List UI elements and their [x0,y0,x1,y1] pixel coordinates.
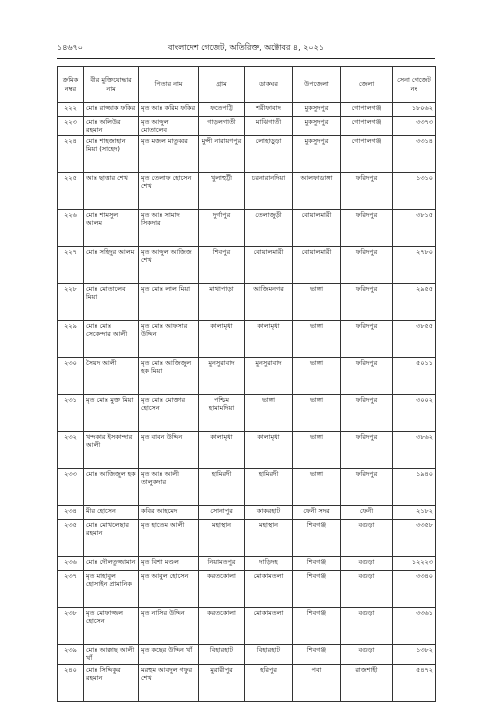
table-cell: ৫৪৭২ [393,664,436,701]
table-cell: ফরিদপুর [341,395,393,432]
table-cell: মৃত হাতেম আলী [139,520,199,557]
table-cell: ২২৫ [58,173,84,210]
table-cell: দুর্গাপুর [199,210,245,247]
table-cell: বিহারহাট [199,645,245,664]
table-cell: মৃত মজল মাতুব্বর [139,136,199,173]
table-cell: কালামৃধা [245,432,293,469]
table-cell: ফেনী [341,506,393,520]
page-header [57,41,435,55]
table-cell: বগুড়া [341,645,393,664]
table-cell: মৃত নাসির উদ্দিন [139,608,199,645]
table-cell: আলফাডাঙ্গা [293,173,341,210]
table-cell: ফরিদপুর [341,358,393,395]
table-cell: ২২৪ [58,136,84,173]
table-cell: ৩৮৫৫ [393,321,436,358]
table-cell: ২৩৫ [58,520,84,557]
table-cell: ৩৩৪০ [393,571,436,608]
table-cell: শিবগঞ্জ [293,557,341,571]
column-header: উপজেলা [293,67,341,103]
table-row [58,136,436,173]
table-cell: রাজশাহী [341,664,393,701]
table-cell: ভাঙ্গা [293,284,341,321]
table-row [58,645,436,664]
table-cell: ১৩৮২ [393,645,436,664]
table-row [58,321,436,358]
table-cell: মুন্সী নারায়ণপুর [199,136,245,173]
table-cell: গাড়লগাতী [199,117,245,136]
table-cell: ২৩৭ [58,571,84,608]
table-cell: ২১৮২ [393,506,436,520]
table-cell: বোয়ালমারী [293,210,341,247]
table-row [58,284,436,321]
table-cell: নিয়ামতপুর [199,557,245,571]
table-cell: ২২৮ [58,284,84,321]
column-header: ক্রমিক নম্বর [58,67,84,103]
table-cell: আঃ ছাত্তার শেখ [84,173,139,210]
table-cell: ১৯৪০ [393,469,436,506]
table-cell: মুকসুদপুর [293,103,341,117]
table-cell: ফেনী সদর [293,506,341,520]
table-row [58,210,436,247]
table-body [58,103,436,702]
table-cell: ২৩৮ [58,608,84,645]
table-cell: মোঃ আজিজুল হক [84,469,139,506]
table-cell: মৃত মোঃ মোক্তার হোসেন [139,395,199,432]
table-cell: লোহাড়ুড়া [245,136,293,173]
table-cell: মৃত বিশা মণ্ডল [139,557,199,571]
table-cell: শিবপুর [199,247,245,284]
table-cell: মোঃ সিদ্দিকুর রহমান [84,664,139,701]
table-cell: শিবগঞ্জ [293,520,341,557]
table-cell: শিবগঞ্জ [293,571,341,608]
table-cell: বোয়ালমারী [293,247,341,284]
column-header: বীর মুক্তিযোদ্ধার নাম [84,67,139,103]
table-cell: মৃত মোঃ আফসার উদ্দিন [139,321,199,358]
table-cell: ২৩৩ [58,469,84,506]
table-cell: মুকসুদপুর [293,117,341,136]
table-cell: ফরিদপুর [341,247,393,284]
table-row [58,469,436,506]
table-cell: ৩৮৬২ [393,432,436,469]
table-cell: ভাঙ্গা [293,358,341,395]
table-cell: মহাস্থান [245,520,293,557]
table-cell: গোপালগঞ্জ [341,117,393,136]
table-cell: মহাস্থান [199,520,245,557]
table-cell: মৃত আঃ করিম ফকির [139,103,199,117]
table-cell: মীর হোসেন [84,506,139,520]
freedom-fighter-table [57,66,436,702]
table-cell: মোকামতলা [245,608,293,645]
table-row [58,608,436,645]
table-cell: মৃত মোঃ লাল মিয়া [139,284,199,321]
table-cell: মুকসুদপুর [293,136,341,173]
table-row [58,520,436,557]
table-cell: হামিরদী [199,469,245,506]
table-cell: ২৩৯ [58,645,84,664]
table-cell: করতকোলা [199,571,245,608]
table-cell: ২৩৬ [58,557,84,571]
table-cell: কালামৃধা [199,432,245,469]
table-cell: মোঃ রাজ্জাক ফকির [84,103,139,117]
table-cell: ভাঙ্গা [293,395,341,432]
table-cell: মুনসুরাবাদ [245,358,293,395]
table-cell: ২২৭ [58,247,84,284]
table-cell: গোপালগঞ্জ [341,103,393,117]
table-cell: পবা [293,664,341,701]
table-cell: ২৭৮০ [393,247,436,284]
table-cell: ৩০০২ [393,395,436,432]
table-row [58,117,436,136]
table-cell: খন্দকার ইসকান্দার আলী [84,432,139,469]
table-cell: মোঃ শামসুল আলম [84,210,139,247]
table-cell: তেলাজুড়ী [245,210,293,247]
table-cell: ২৪০ [58,664,84,701]
table-cell: মৃত আব্দুল মোতালেব [139,117,199,136]
table-cell: মাথাপাড়া [199,284,245,321]
page-number: ১৪৬৭০ [57,43,83,52]
table-cell: ভাঙ্গা [245,395,293,432]
table-cell: ফরিদপুর [341,432,393,469]
table-cell: ১৮০৬২ [393,103,436,117]
table-cell: আজিমনগর [245,284,293,321]
column-header: পিতার নাম [139,67,199,103]
table-cell: মৃত মোঃ মুক্ত মিয়া [84,395,139,432]
table-row [58,432,436,469]
table-cell: হামিরদী [245,469,293,506]
table-cell: সোনাপুর [199,506,245,520]
table-row [58,358,436,395]
table-cell: মুরারীপুর [199,664,245,701]
table-row [58,173,436,210]
table-cell: মুনসুরাবাদ [199,358,245,395]
header-rule [57,58,435,59]
table-row [58,557,436,571]
table-cell: মৃত মোফাজ্জল হোসেন [84,608,139,645]
table-cell: ফরিদপুর [341,469,393,506]
table-cell: মৃত বাবন উদ্দিন [139,432,199,469]
table-cell: মৃত আঃ আলী তালুকদার [139,469,199,506]
table-cell: মোঃ আক্কাছ আলী খাঁ [84,645,139,664]
table-cell: ভাঙ্গা [293,469,341,506]
table-cell: ৩৩৬১ [393,608,436,645]
table-cell: ৫০১১ [393,358,436,395]
table-cell: ২২২ [58,103,84,117]
table-cell: ২২৬ [58,210,84,247]
table-cell: বগুড়া [341,608,393,645]
table-cell: কবির আহমেদ [139,506,199,520]
table-cell: হরিপুর [245,664,293,701]
table-cell: মোকামতলা [245,571,293,608]
column-header: সেনা গেজেট নং [393,67,436,103]
table-cell: শিবগঞ্জ [293,608,341,645]
column-header: জেলা [341,67,393,103]
table-row [58,506,436,520]
table-cell: ৩৮১৫ [393,210,436,247]
table-cell: বগুড়া [341,571,393,608]
table-cell: মোঃ সহিদুর আলম [84,247,139,284]
table-row [58,571,436,608]
table-cell: মৃত তেলাফ হোসেন শেখ [139,173,199,210]
table-cell: ৩৩৫৮ [393,520,436,557]
table-cell: বগুড়া [341,557,393,571]
table-cell: মোঃ মোঃ সেকেন্দার আলী [84,321,139,358]
table-cell: ২৩০ [58,358,84,395]
table-header-row [58,67,436,103]
table-cell: কাকরহাট [245,506,293,520]
table-cell: সৈয়দ আলী [84,358,139,395]
table-cell: দাড়িদহ [245,557,293,571]
table-cell: ১২২২৩ [393,557,436,571]
table-cell: ৩৩৭৩ [393,117,436,136]
gazette-title: বাংলাদেশ গেজেট, অতিরিক্ত, অক্টোবর ৪, ২০২১ [167,43,325,52]
table-cell: মাঝিগাতী [245,117,293,136]
table-cell: মৃত আবুল হোসেন [139,571,199,608]
table-cell: ভাঙ্গা [293,432,341,469]
table-cell: ১৩১০ [393,173,436,210]
table-cell: বিহারহাট [245,645,293,664]
table-cell: ২৩১ [58,395,84,432]
table-cell: মৃত মাহাবুল হোসাইন প্রামানিক [84,571,139,608]
table-cell: মোঃ মোখলেছার রহমান [84,520,139,557]
table-cell: মরহুম আবদুল গফুর শেখ [139,664,199,701]
column-header: ডাকঘর [245,67,293,103]
table-cell: মৃত আঃ সামাদ সিকদার [139,210,199,247]
table-cell: মৃত মোঃ আজিজুল হক মিয়া [139,358,199,395]
table-cell: মোঃ শাহজাহান মিয়া (সাহেদ) [84,136,139,173]
table-cell: ফতেপট্টি [199,103,245,117]
table-row [58,247,436,284]
table-cell: শরীফাবাদ [245,103,293,117]
table-cell: পশ্চিম হামামদিয়া [199,395,245,432]
table-row [58,664,436,701]
table-cell: মোঃ দৌলতুজ্জামান [84,557,139,571]
table-cell: গোপালগঞ্জ [341,136,393,173]
table-cell: ৩৩১৪ [393,136,436,173]
table-cell: চরনারানদিয়া [245,173,293,210]
table-cell: ফরিদপুর [341,321,393,358]
table-cell: বগুড়া [341,520,393,557]
column-header: গ্রাম [199,67,245,103]
table-cell: ফরিদপুর [341,284,393,321]
table-cell: ২২৩ [58,117,84,136]
table-row [58,395,436,432]
table-cell: ফরিদপুর [341,173,393,210]
table-cell: খুলাহুট্টী [199,173,245,210]
table-cell: ২৯৫৫ [393,284,436,321]
table-cell: ২৩২ [58,432,84,469]
table-cell: মোঃ অলিউর রহমান [84,117,139,136]
table-cell: ফরিদপুর [341,210,393,247]
table-row [58,103,436,117]
table-cell: বোয়ালমারী [245,247,293,284]
table-cell: মৃত কছের উদ্দিন খাঁ [139,645,199,664]
table-cell: করতকোলা [199,608,245,645]
table-cell: মোঃ মোতালেব মিয়া [84,284,139,321]
table-cell: মৃত আব্দুল আজিজ শেখ [139,247,199,284]
table-cell: কালামৃধা [245,321,293,358]
table-cell: শিবগঞ্জ [293,645,341,664]
table-cell: ২২৯ [58,321,84,358]
table-cell: ভাঙ্গা [293,321,341,358]
table-cell: কালামৃধা [199,321,245,358]
table-cell: ২৩৪ [58,506,84,520]
